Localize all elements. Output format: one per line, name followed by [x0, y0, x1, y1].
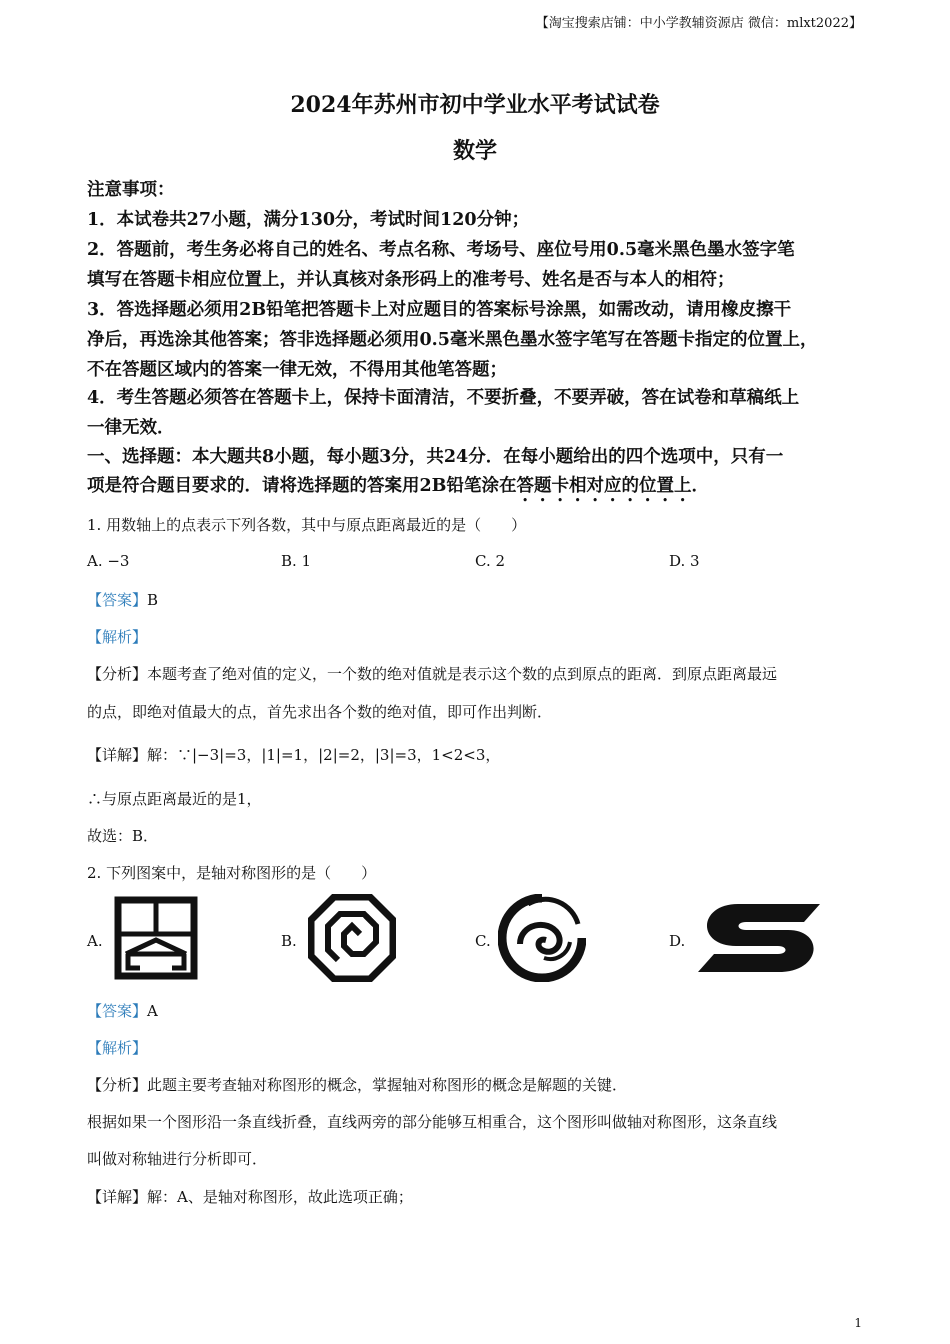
q1-analysis-line: 的点，即绝对值最大的点，首先求出各个数的绝对值，即可作出判断． [87, 703, 553, 721]
q2-analysis-line: 叫做对称轴进行分析即可． [87, 1150, 268, 1168]
q1-conclusion: ∴与原点距离最近的是1， [87, 790, 262, 808]
notice-line: 4．考生答题必须答在答题卡上，保持卡面清洁，不要折叠，不要弄破，答在试卷和草稿纸上 [87, 388, 800, 408]
q2-detail: 【详解】解：A、是轴对称图形，故此选项正确； [87, 1188, 413, 1206]
notice-heading: 注意事项： [87, 180, 175, 200]
q1-option-d: D. 3 [669, 552, 700, 570]
answer-value: A [147, 1002, 158, 1020]
exam-subject: 数学 [452, 138, 497, 164]
q2-analysis-line: 根据如果一个图形沿一条直线折叠，直线两旁的部分能够互相重合，这个图形叫做轴对称图形，这条直线 [87, 1113, 778, 1131]
q2-label-b: B. [281, 932, 297, 950]
notice-line: 一律无效． [87, 418, 175, 438]
q2-answer [87, 1000, 158, 1021]
q1-stem: 1. 用数轴上的点表示下列各数，其中与原点距离最近的是（ ） [87, 516, 527, 534]
section-line2-emphasis: 答题卡相对应的位置上 [516, 476, 692, 496]
answer-value: B [147, 591, 159, 609]
notice-line: 2．答题前，考生务必将自己的姓名、考点名称、考场号、座位号用0.5毫米黑色墨水签字笔 [87, 240, 795, 260]
exam-title: 2024年苏州市初中学业水平考试试卷 [290, 92, 660, 118]
q1-analysis-tag: 【解析】 [87, 628, 148, 646]
figure-a-pattern-icon [114, 896, 198, 980]
q2-label-c: C. [475, 932, 491, 950]
section-line2-text: 项是符合题目要求的．请将选择题的答案用2B铅笔涂在 [87, 476, 517, 496]
notice-line: 不在答题区域内的答案一律无效，不得用其他笔答题； [87, 360, 507, 380]
q2-stem: 2. 下列图案中，是轴对称图形的是（ ） [87, 864, 377, 882]
figure-c-pattern-icon [498, 894, 586, 982]
q2-analysis-tag: 【解析】 [87, 1039, 148, 1057]
answer-tag: 【答案】 [87, 591, 148, 609]
figure-b-pattern-icon [308, 894, 396, 982]
q1-detail: 【详解】解：∵|−3|=3，|1|=1，|2|=2，|3|=3，1<2<3， [87, 746, 501, 764]
notice-line: 净后，再选涂其他答案；答非选择题必须用0.5毫米黑色墨水签字笔写在答题卡指定的位置上， [87, 330, 818, 350]
q2-label-d: D. [669, 932, 686, 950]
q1-choice: 故选：B． [87, 827, 159, 845]
section-heading-line1: 一、选择题：本大题共8小题，每小题3分，共24分．在每小题给出的四个选项中，只有一 [87, 447, 784, 467]
q1-option-b: B. 1 [281, 552, 312, 570]
page-number: 1 [854, 1316, 862, 1330]
q1-answer [87, 589, 158, 610]
q1-option-c: C. 2 [475, 552, 506, 570]
notice-line: 3．答选择题必须用2B铅笔把答题卡上对应题目的答案标号涂黑，如需改动，请用橡皮擦干 [87, 300, 792, 320]
q2-analysis-line: 【分析】此题主要考查轴对称图形的概念，掌握轴对称图形的概念是解题的关键． [87, 1076, 628, 1094]
q2-label-a: A. [87, 932, 103, 950]
answer-tag: 【答案】 [87, 1002, 148, 1020]
figure-d-pattern-icon [692, 900, 828, 976]
section-line2-end: ． [691, 476, 709, 496]
notice-line: 1．本试卷共27小题，满分130分，考试时间120分钟； [87, 210, 530, 230]
notice-line: 填写在答题卡相应位置上，并认真核对条形码上的准考号、姓名是否与本人的相符； [87, 270, 735, 290]
q1-analysis-line: 【分析】本题考查了绝对值的定义，一个数的绝对值就是表示这个数的点到原点的距离．到原点距离最远 [87, 665, 778, 683]
page-header: 【淘宝搜索店铺：中小学教辅资源店 微信：mlxt2022】 [535, 16, 862, 31]
section-heading-line2 [87, 472, 709, 506]
q1-option-a: A. −3 [87, 552, 130, 570]
